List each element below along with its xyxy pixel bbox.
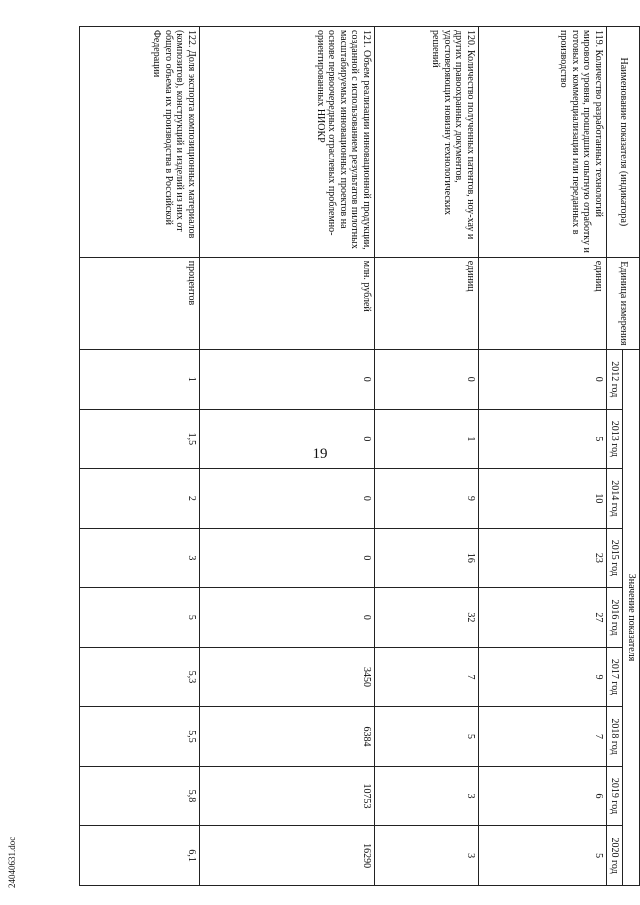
value-cell: 27: [479, 588, 607, 648]
header-unit: Единица измерения: [607, 257, 640, 349]
value-cell: 6384: [200, 707, 375, 767]
value-cell: 3: [375, 826, 479, 886]
indicator-unit: млн. рублей: [200, 257, 375, 349]
value-cell: 6,1: [80, 826, 200, 886]
value-cell: 5: [80, 588, 200, 648]
value-cell: 3: [375, 766, 479, 826]
indicator-table: [79, 26, 640, 886]
value-cell: 1: [375, 409, 479, 469]
rotated-table-wrapper: [65, 26, 640, 886]
value-cell: 16: [375, 528, 479, 588]
value-cell: 23: [479, 528, 607, 588]
value-cell: 6: [479, 766, 607, 826]
header-year: 2020 год: [607, 826, 624, 886]
value-cell: 7: [375, 647, 479, 707]
value-cell: 1: [80, 350, 200, 410]
value-cell: 0: [200, 588, 375, 648]
table-row: [375, 27, 479, 886]
value-cell: 5: [375, 707, 479, 767]
footer-code-wrapper: [2, 828, 22, 888]
value-cell: 5,3: [80, 647, 200, 707]
value-cell: 9: [479, 647, 607, 707]
indicator-unit: процентов: [80, 257, 200, 349]
value-cell: 10753: [200, 766, 375, 826]
value-cell: 0: [479, 350, 607, 410]
header-year: 2013 год: [607, 409, 624, 469]
indicator-name: 122. Доля экспорта композиционных материалов (композитов), конструкций и изделий из них от общего объема их производства в Российской Федерации: [80, 27, 200, 258]
footer-code: 24040631.doc: [7, 836, 17, 888]
indicator-unit: единиц: [479, 257, 607, 349]
page-number: 19: [312, 446, 328, 462]
value-cell: 9: [375, 469, 479, 529]
value-cell: 0: [200, 409, 375, 469]
header-year: 2019 год: [607, 766, 624, 826]
value-cell: 0: [200, 528, 375, 588]
value-cell: 0: [375, 350, 479, 410]
indicator-name: 120. Количество полученных патентов, ноу-хау и других правоохранных документов, удостоверяющих новизну технологических решений: [375, 27, 479, 258]
header-year: 2017 год: [607, 647, 624, 707]
table-row: [80, 27, 200, 886]
value-cell: 0: [200, 469, 375, 529]
value-cell: 16290: [200, 826, 375, 886]
indicator-name: 119. Количество разработанных технологий мирового уровня, прошедших опытную отработку и готовых к коммерциализации или переданных в производство: [479, 27, 607, 258]
value-cell: 1,5: [80, 409, 200, 469]
header-year: 2016 год: [607, 588, 624, 648]
header-year: 2015 год: [607, 528, 624, 588]
header-year: 2014 год: [607, 469, 624, 529]
value-cell: 10: [479, 469, 607, 529]
header-values: Значение показателя: [623, 350, 640, 886]
value-cell: 5,5: [80, 707, 200, 767]
header-year: 2018 год: [607, 707, 624, 767]
indicator-unit: единиц: [375, 257, 479, 349]
value-cell: 32: [375, 588, 479, 648]
indicator-name: 121. Объем реализации инновационной продукции, созданной с использованием результатов пилотных масштабируемых инновационных проектов на основе первоочередных отраслевых проблемно-ориентированных НИОКР: [200, 27, 375, 258]
value-cell: 0: [200, 350, 375, 410]
value-cell: 5: [479, 409, 607, 469]
header-name: Наименование показателя (индикатора): [607, 27, 640, 258]
header-year: 2012 год: [607, 350, 624, 410]
table-row: [479, 27, 607, 886]
value-cell: 3: [80, 528, 200, 588]
value-cell: 5: [479, 826, 607, 886]
value-cell: 2: [80, 469, 200, 529]
value-cell: 5,8: [80, 766, 200, 826]
table-row: [200, 27, 375, 886]
value-cell: 7: [479, 707, 607, 767]
value-cell: 3450: [200, 647, 375, 707]
